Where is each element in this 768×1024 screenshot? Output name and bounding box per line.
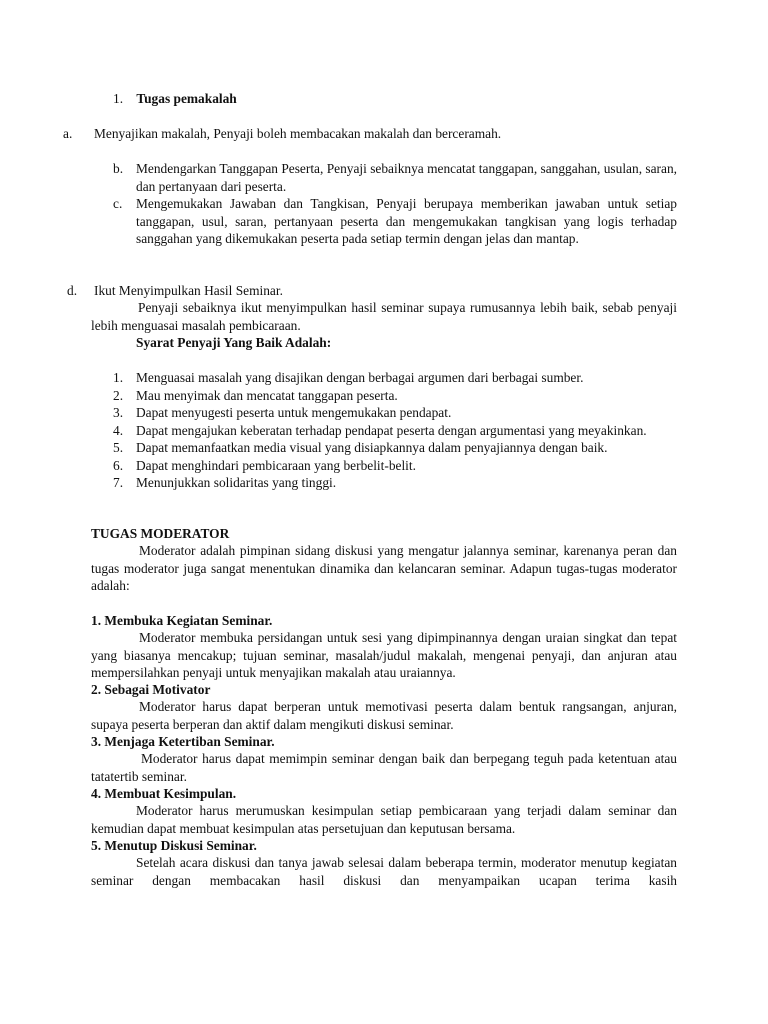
item-marker: 5. [113, 440, 124, 455]
list-item [113, 474, 677, 492]
item-marker: 6. [113, 457, 124, 473]
item-text: Dapat menyugesti peserta untuk mengemukakan pendapat. [136, 405, 452, 420]
moderator-intro: Moderator adalah pimpinan sidang diskusi yang mengatur jalannya seminar, karenanya peran dan tugas moderator juga sangat menentukan dinamika dan kelancaran seminar. Adapun tugas-tugas moderator adalah: [91, 543, 677, 593]
item-marker: c. [113, 196, 123, 211]
list-item-c [113, 195, 677, 248]
d-paragraph: Penyaji sebaiknya ikut menyimpulkan hasil seminar supaya rumusannya lebih baik, sebab penyaji lebih menguasai masalah pembicaraan. [91, 300, 677, 333]
item-text: Mendengarkan Tanggapan Peserta, Penyaji sebaiknya mencatat tanggapan, sanggahan, usulan, saran, dan pertanyaan dari peserta. [136, 161, 677, 194]
item-marker: 4. [113, 422, 124, 438]
section-number: 1. [113, 91, 124, 106]
duty-text: Setelah acara diskusi dan tanya jawab selesai dalam beberapa termin, moderator menutup kegiatan seminar dengan membacakan hasil diskusi dan menyampaikan ucapan terima kasih [91, 855, 677, 888]
item-text: Menyajikan makalah, Penyaji boleh membacakan makalah dan berceramah. [94, 126, 502, 141]
duty-heading: 2. Sebagai Motivator [91, 682, 211, 697]
item-text: Menguasai masalah yang disajikan dengan berbagai argumen dari berbagai sumber. [136, 370, 584, 385]
item-text: Mau menyimak dan mencatat tanggapan peserta. [136, 387, 398, 403]
item-marker: 1. [113, 370, 124, 385]
duty-heading: 5. Menutup Diskusi Seminar. [91, 838, 257, 853]
section-heading [113, 90, 237, 108]
item-marker: b. [113, 161, 124, 176]
item-text: Mengemukakan Jawaban dan Tangkisan, Penyaji berupaya memberikan jawaban untuk setiap tanggapan, usul, saran, pertanyaan peserta dan mengemukakan tangkisan yang logis terhadap sanggahan yang dikemukakan peserta pada setiap termin dengan jelas dan mantap. [136, 196, 677, 246]
list-item [113, 404, 677, 422]
item-text: Ikut Menyimpulkan Hasil Seminar. [94, 283, 283, 298]
list-item [113, 439, 677, 457]
item-marker: 3. [113, 405, 124, 420]
duty-text: Moderator harus dapat memimpin seminar dengan baik dan berpegang teguh pada ketentuan atau tatatertib seminar. [91, 751, 677, 784]
item-text: Menunjukkan solidaritas yang tinggi. [136, 475, 337, 490]
item-marker: a. [63, 126, 73, 141]
item-text: Dapat menghindari pembicaraan yang berbelit-belit. [136, 457, 416, 473]
syarat-list [113, 369, 677, 492]
item-marker: 7. [113, 475, 124, 490]
duty-heading: 1. Membuka Kegiatan Seminar. [91, 613, 273, 628]
section-title: Tugas pemakalah [136, 91, 237, 106]
list-item [113, 369, 677, 387]
item-marker: 2. [113, 387, 124, 403]
item-text: Dapat mengajukan keberatan terhadap pendapat peserta dengan argumentasi yang meyakinkan. [136, 422, 647, 438]
item-marker: d. [67, 283, 78, 298]
duty-text: Moderator membuka persidangan untuk sesi yang dipimpinannya dengan uraian singkat dan tepat yang biasanya mencakup; tujuan seminar, masalah/judul makalah, mengenai penyaji, dan anjuran atau mempersilahkan penyaji untuk menyajikan makalah atau uraiannya. [91, 630, 677, 680]
item-text: Dapat memanfaatkan media visual yang disiapkannya dalam penyajiannya dengan baik. [136, 440, 608, 455]
duty-heading: 4. Membuat Kesimpulan. [91, 786, 237, 801]
list-item-b [113, 160, 677, 195]
list-item [113, 387, 677, 405]
syarat-title: Syarat Penyaji Yang Baik Adalah: [136, 335, 332, 350]
moderator-title: TUGAS MODERATOR [91, 526, 230, 541]
duty-text: Moderator harus merumuskan kesimpulan setiap pembicaraan yang terjadi dalam seminar dan kemudian dapat membuat kesimpulan atas persetujuan dan keputusan bersama. [91, 803, 677, 836]
list-item [113, 422, 677, 440]
duty-heading: 3. Menjaga Ketertiban Seminar. [91, 734, 275, 749]
duty-text: Moderator harus dapat berperan untuk memotivasi peserta dalam bentuk rangsangan, anjuran, supaya peserta berperan dan aktif dalam mengikuti diskusi seminar. [91, 699, 677, 732]
list-item [113, 457, 677, 475]
